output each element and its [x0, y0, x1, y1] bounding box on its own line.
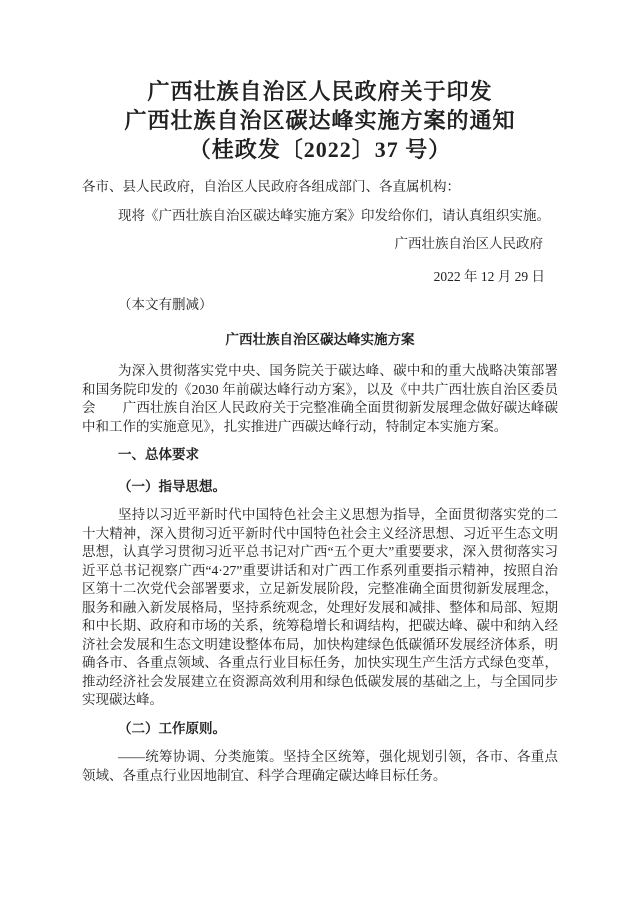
issuer-signature: 广西壮族自治区人民政府 — [394, 236, 543, 251]
subsection-1-heading: （一）指导思想。 — [118, 478, 226, 494]
redaction-note: （本文有删减） — [118, 297, 213, 312]
notice-body: 现将《广西壮族自治区碳达峰实施方案》印发给你们，请认真组织实施。 — [118, 207, 550, 223]
subsection-1-body: 坚持以习近平新时代中国特色社会主义思想为指导，全面贯彻落实党的二十大精神，深入贯彻习近平新时代中国特色社会主义经济思想、习近平生态文明思想，认真学习贯彻习近平总书记对广西“五个更大”重要要求，深入贯彻落实习近平总书记视察广西“4·27”重要讲话和对广西工作系列重要指示精神，按照自治区第十二次党代会部署要求，立足新发展阶段，完整准确全面贯彻新发展理念，服务和融入新发展格局，坚持系统观念，处理好发展和减排、整体和局部、短期和中长期、政府和市场的关系，统筹稳增长和调结构，把碳达峰、碳中和纳入经济社会发展和生态文明建设整体布局，加快构建绿色低碳循环发展经济体系，明确各市、各重点领域、各重点行业目标任务，加快实现生产生活方式绿色变革，推动经济社会发展建立在资源高效利用和绿色低碳发展的基础之上，与全国同步实现碳达峰。 — [82, 507, 558, 707]
subsection-2-body: ——统筹协调、分类施策。坚持全区统筹，强化规划引领，各市、各重点领域、各重点行业因地制宜、科学合理确定碳达峰目标任务。 — [82, 749, 558, 783]
subsection-2-heading: （二）工作原则。 — [118, 720, 226, 736]
plan-title: 广西壮族自治区碳达峰实施方案 — [225, 331, 415, 347]
notice-title-line-1: 广西壮族自治区人民政府关于印发 — [147, 79, 493, 104]
notice-title — [82, 77, 558, 164]
plan-intro-paragraph: 为深入贯彻落实党中央、国务院关于碳达峰、碳中和的重大战略决策部署和国务院印发的《2030 年前碳达峰行动方案》，以及《中共广西壮族自治区委员会 广西壮族自治区人民政府关于完整准确全面贯彻新发展理念做好碳达峰碳中和工作的实施意见》，扎实推进广西碳达峰行动，特制定本实施方案。 — [82, 363, 558, 434]
salutation: 各市、县人民政府，自治区人民政府各组成部门、各直属机构： — [82, 179, 460, 194]
section-1-heading: 一、总体要求 — [118, 447, 199, 462]
notice-title-doc-number: （桂政发〔2022〕37 号） — [188, 137, 452, 162]
notice-title-line-2: 广西壮族自治区碳达峰实施方案的通知 — [124, 108, 516, 133]
issue-date: 2022 年 12 月 29 日 — [433, 268, 545, 284]
